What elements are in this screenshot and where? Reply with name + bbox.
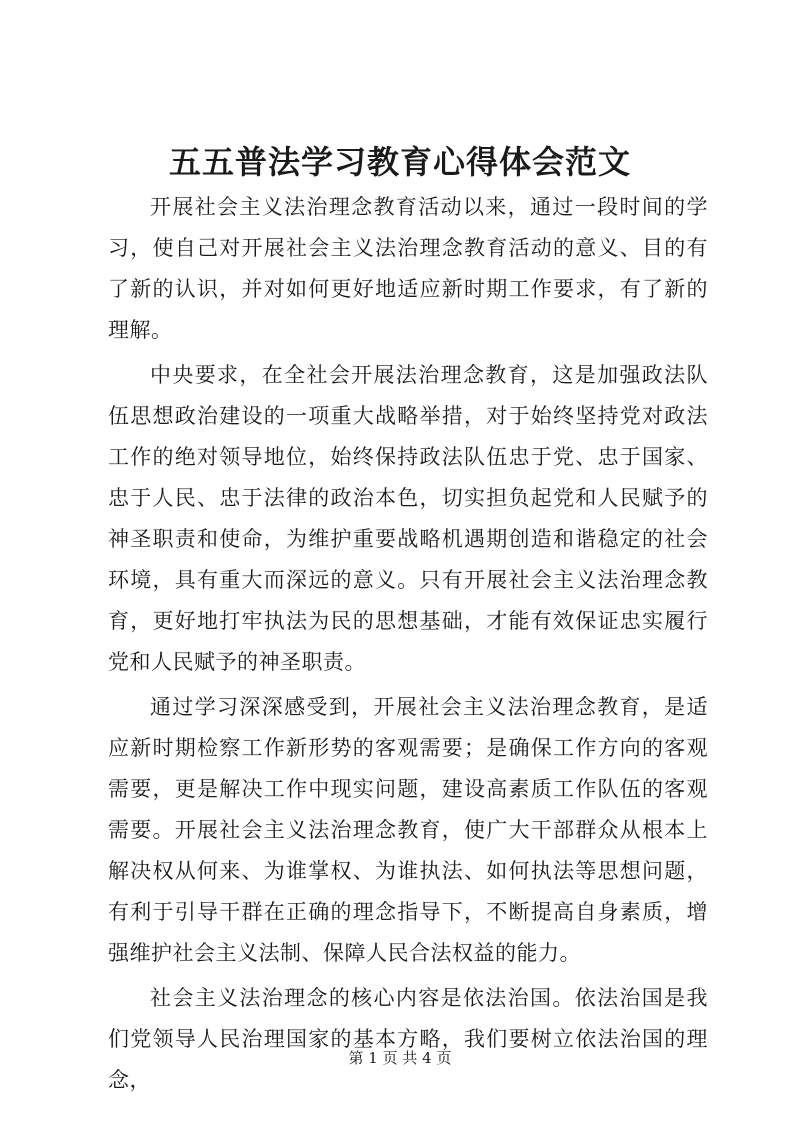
paragraph-2: 中央要求，在全社会开展法治理念教育，这是加强政法队伍思想政治建设的一项重大战略举措，对于始终坚持党对政法工作的绝对领导地位，始终保持政法队伍忠于党、忠于国家、忠于人民、忠于法律的政治本色，切实担负起党和人民赋予的神圣职责和使命，为维护重要战略机遇期创造和谐稳定的社会环境，具有重大而深远的意义。只有开展社会主义法治理念教育，更好地打牢执法为民的思想基础，才能有效保证忠实履行党和人民赋予的神圣职责。 [108,363,708,674]
document-title: 五五普法学习教育心得体会范文 [168,143,631,181]
document-body [108,187,708,1105]
paragraph-1: 开展社会主义法治理念教育活动以来，通过一段时间的学习，使自己对开展社会主义法治理念教育活动的意义、目的有了新的认识，并对如何更好地适应新时期工作要求，有了新的理解。 [108,195,708,342]
page-footer: 第 1 页 共 4 页 [348,1049,452,1067]
paragraph-3: 通过学习深深感受到，开展社会主义法治理念教育，是适应新时期检察工作新形势的客观需要；是确保工作方向的客观需要，更是解决工作中现实问题，建设高素质工作队伍的客观需要。开展社会主义法治理念教育，使广大干部群众从根本上解决权从何来、为谁掌权、为谁执法、如何执法等思想问题，有利于引导干群在正确的理念指导下，不断提高自身素质，增强维护社会主义法制、保障人民合法权益的能力。 [108,695,708,965]
paragraph-4: 社会主义法治理念的核心内容是依法治国。依法治国是我们党领导人民治理国家的基本方略，我们要树立依法治国的理念， [108,986,708,1092]
